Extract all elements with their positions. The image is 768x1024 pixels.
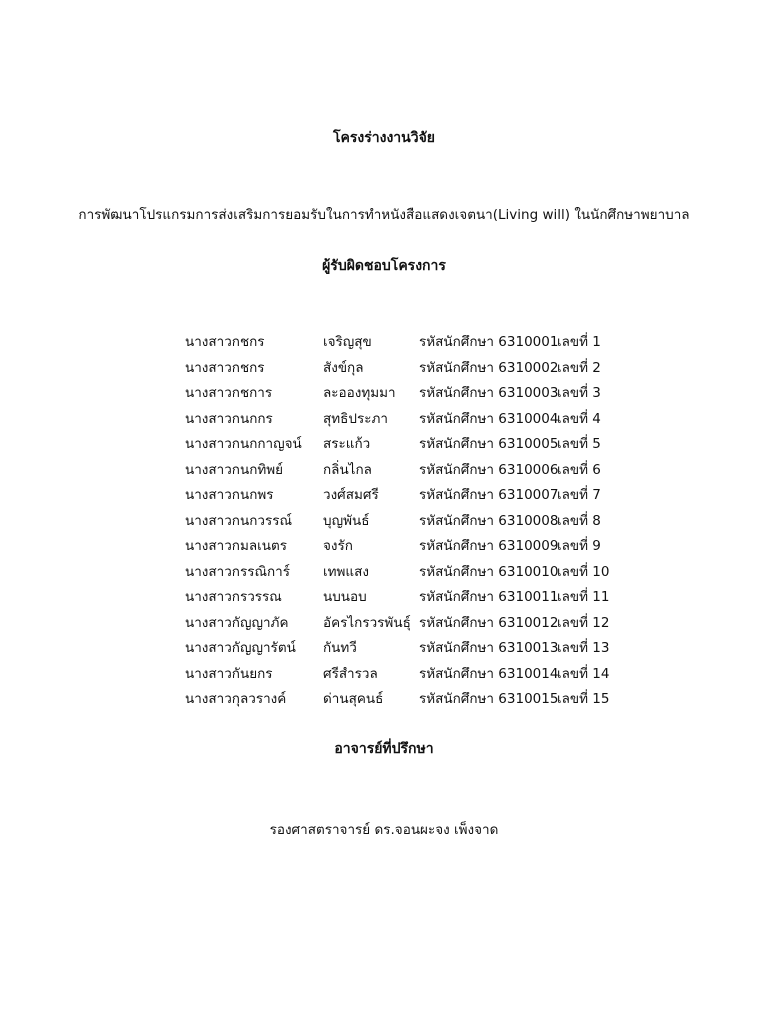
advisor-heading: อาจารย์ที่ปรึกษา — [334, 741, 434, 757]
member-first-name: นางสาวกชกร — [185, 334, 265, 350]
member-row — [0, 483, 768, 509]
member-student-id: รหัสนักศึกษา 6310010 — [419, 563, 559, 580]
member-last-name: สังข์กุล — [323, 359, 364, 376]
member-first-name: นางสาวกัญญาภัค — [185, 614, 289, 631]
responsible-heading: ผู้รับผิดชอบโครงการ — [322, 258, 446, 274]
member-last-name: เจริญสุข — [323, 334, 372, 350]
member-student-id: รหัสนักศึกษา 6310007 — [419, 487, 559, 503]
member-number: เลขที่ 13 — [557, 640, 610, 656]
member-student-id: รหัสนักศึกษา 6310015 — [419, 691, 559, 707]
member-first-name: นางสาวกนกทิพย์ — [185, 461, 284, 478]
member-first-name: นางสาวกนกวรรณ์ — [185, 512, 292, 529]
member-first-name: นางสาวกมลเนตร — [185, 538, 288, 554]
member-number: เลขที่ 10 — [557, 563, 610, 580]
member-row — [0, 534, 768, 560]
member-student-id: รหัสนักศึกษา 6310008 — [419, 512, 559, 529]
member-last-name: สุทธิประภา — [323, 410, 388, 427]
document-title: โครงร่างงานวิจัย — [333, 130, 435, 146]
member-last-name: กันทวี — [323, 640, 357, 656]
member-row — [0, 356, 768, 382]
member-row — [0, 636, 768, 662]
member-row — [0, 509, 768, 535]
member-last-name: นบนอบ — [323, 589, 367, 605]
member-last-name: อัครไกรวรพันธุ์ — [323, 614, 411, 631]
member-number: เลขที่ 14 — [557, 665, 610, 682]
member-last-name: สระแก้ว — [323, 436, 371, 452]
member-number: เลขที่ 8 — [557, 512, 601, 529]
member-first-name: นางสาวกัญญารัตน์ — [185, 640, 296, 656]
member-last-name: ละอองทุมมา — [323, 385, 396, 401]
member-number: เลขที่ 1 — [557, 334, 601, 350]
member-number: เลขที่ 4 — [557, 410, 601, 427]
member-last-name: เทพแสง — [323, 563, 369, 580]
member-number: เลขที่ 5 — [557, 436, 601, 452]
member-row — [0, 458, 768, 484]
member-number: เลขที่ 9 — [557, 538, 601, 554]
member-student-id: รหัสนักศึกษา 6310002 — [419, 359, 559, 376]
member-student-id: รหัสนักศึกษา 6310001 — [419, 334, 559, 350]
member-last-name: ศรีสำรวล — [323, 665, 378, 682]
member-number: เลขที่ 6 — [557, 461, 601, 478]
member-row — [0, 432, 768, 458]
member-first-name: นางสาวกรวรรณ — [185, 589, 282, 605]
member-student-id: รหัสนักศึกษา 6310009 — [419, 538, 559, 554]
project-title: การพัฒนาโปรแกรมการส่งเสริมการยอมรับในการทำหนังสือแสดงเจตนา(Living will) ในนักศึกษาพยาบาล — [78, 207, 690, 223]
member-first-name: นางสาวกนกพร — [185, 487, 274, 503]
member-number: เลขที่ 15 — [557, 691, 610, 707]
member-row — [0, 330, 768, 356]
member-last-name: ด่านสุคนธ์ — [323, 691, 384, 707]
member-student-id: รหัสนักศึกษา 6310011 — [419, 589, 559, 605]
member-number: เลขที่ 11 — [557, 589, 610, 605]
member-first-name: นางสาวกุลวรางค์ — [185, 691, 287, 707]
member-roster — [0, 330, 768, 713]
member-student-id: รหัสนักศึกษา 6310014 — [419, 665, 559, 682]
member-first-name: นางสาวกนกกร — [185, 410, 273, 427]
member-row — [0, 407, 768, 433]
member-student-id: รหัสนักศึกษา 6310005 — [419, 436, 559, 452]
member-first-name: นางสาวกชกร — [185, 359, 265, 376]
member-row — [0, 662, 768, 688]
member-student-id: รหัสนักศึกษา 6310012 — [419, 614, 559, 631]
member-row — [0, 611, 768, 637]
member-number: เลขที่ 12 — [557, 614, 610, 631]
member-last-name: จงรัก — [323, 538, 353, 554]
member-last-name: บุญพันธ์ — [323, 512, 370, 529]
member-first-name: นางสาวกันยกร — [185, 665, 273, 682]
member-last-name: กลิ่นไกล — [323, 461, 372, 478]
member-student-id: รหัสนักศึกษา 6310013 — [419, 640, 559, 656]
member-student-id: รหัสนักศึกษา 6310006 — [419, 461, 559, 478]
member-student-id: รหัสนักศึกษา 6310003 — [419, 385, 559, 401]
member-row — [0, 560, 768, 586]
member-student-id: รหัสนักศึกษา 6310004 — [419, 410, 559, 427]
member-first-name: นางสาวกนกกาญจน์ — [185, 436, 302, 452]
member-number: เลขที่ 3 — [557, 385, 601, 401]
member-number: เลขที่ 7 — [557, 487, 601, 503]
member-row — [0, 585, 768, 611]
member-first-name: นางสาวกชการ — [185, 385, 273, 401]
member-number: เลขที่ 2 — [557, 359, 601, 376]
member-row — [0, 381, 768, 407]
advisor-name: รองศาสตราจารย์ ดร.จอนผะจง เพ็งจาด — [269, 822, 499, 838]
member-last-name: วงศ์สมศรี — [323, 487, 379, 503]
member-first-name: นางสาวกรรณิการ์ — [185, 563, 291, 580]
member-row — [0, 687, 768, 713]
